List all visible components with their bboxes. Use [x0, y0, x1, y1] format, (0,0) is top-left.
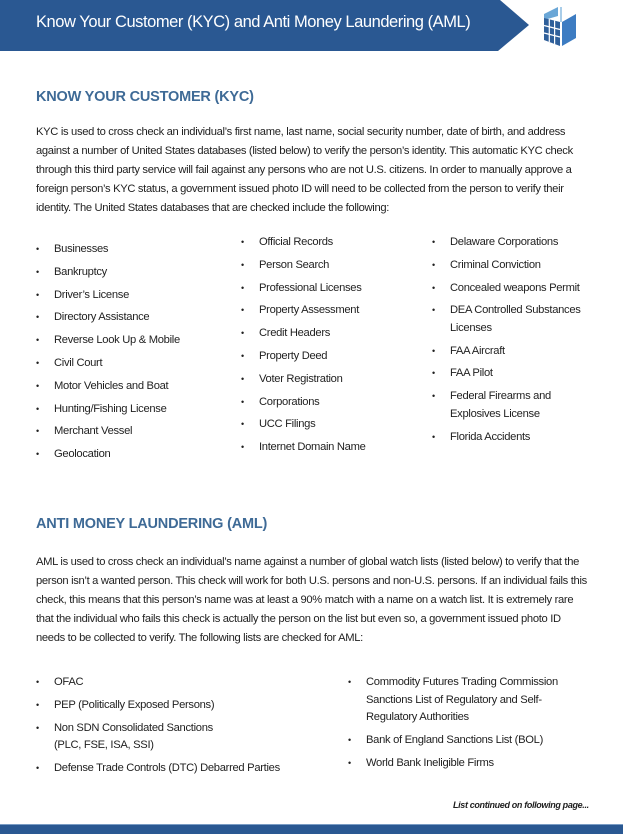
bullet-icon: • [241, 373, 244, 384]
bullet-icon: • [241, 396, 244, 407]
list-item: • Businesses [36, 241, 226, 259]
list-item: • Directory Assistance [36, 309, 226, 327]
list-item: • Bank of England Sanctions List (BOL) [348, 732, 558, 750]
list-item: • Florida Accidents [432, 429, 592, 447]
list-item: • PEP (Politically Exposed Persons) [36, 697, 326, 715]
bullet-icon: • [241, 282, 244, 293]
list-item: • Voter Registration [241, 371, 421, 389]
building-cube-logo-icon [540, 4, 580, 48]
list-item: • Federal Firearms and Explosives License [432, 390, 551, 420]
list-item: • Reverse Look Up & Mobile [36, 332, 226, 350]
bullet-icon: • [36, 380, 39, 391]
list-item: • Non SDN Consolidated Sanctions (PLC, FSE, ISA, SSI) [36, 721, 213, 752]
list-item: • Criminal Conviction [432, 257, 592, 275]
kyc-heading: KNOW YOUR CUSTOMER (KYC) [36, 89, 254, 105]
list-item: • Defense Trade Controls (DTC) Debarred Parties [36, 760, 326, 778]
bullet-icon: • [36, 449, 39, 460]
list-item: • Commodity Futures Trading Commission Sanctions List of Regulatory and Self-Regulatory Authorities [348, 676, 558, 723]
bullet-icon: • [36, 357, 39, 368]
bullet-icon: • [36, 677, 39, 687]
kyc-description: KYC is used to cross check an individual’s first name, last name, social security number, date of birth, and address against a number of United States databases (listed below) to verify the person’s identity. This automatic KYC check through this third party service will fail against any persons who are not U.S. citizens. In order to manually approve a foreign person’s KYC status, a government issued photo ID will need to be collected from the person to verify their identity. The United States databases that are checked include the following: [36, 126, 573, 214]
list-item: • World Bank Ineligible Firms [348, 755, 558, 773]
bullet-icon: • [36, 244, 39, 254]
list-item: • Internet Domain Name [241, 439, 421, 457]
bullet-icon: • [241, 237, 244, 247]
list-item: • Civil Court [36, 355, 226, 373]
list-item: • Geolocation [36, 446, 226, 464]
list-item: • Property Deed [241, 348, 421, 366]
bullet-icon: • [241, 350, 244, 361]
list-item: • Motor Vehicles and Boat [36, 378, 226, 396]
list-item: • Merchant Vessel [36, 423, 226, 441]
bullet-icon: • [432, 391, 435, 402]
list-item: • Person Search [241, 257, 421, 275]
bullet-icon: • [432, 305, 435, 316]
kyc-list-column-1 [36, 241, 226, 469]
bullet-icon: • [36, 403, 39, 414]
aml-list-column-1 [36, 674, 326, 783]
list-continued-note: List continued on following page... [453, 800, 589, 810]
list-item: • DEA Controlled Substances Licenses [432, 304, 581, 334]
aml-heading: ANTI MONEY LAUNDERING (AML) [36, 516, 268, 532]
bullet-icon: • [36, 762, 39, 773]
bullet-icon: • [36, 722, 39, 733]
bullet-icon: • [36, 426, 39, 437]
bullet-icon: • [432, 368, 435, 379]
bullet-icon: • [36, 289, 39, 300]
list-item: • Credit Headers [241, 325, 421, 343]
bullet-icon: • [348, 734, 351, 745]
bullet-icon: • [432, 237, 435, 247]
list-item: • Concealed weapons Permit [432, 280, 592, 298]
list-item: • Corporations [241, 394, 421, 412]
aml-list-column-2 [348, 674, 558, 777]
bullet-icon: • [241, 442, 244, 453]
bullet-icon: • [241, 259, 244, 270]
list-item: • Driver’s License [36, 287, 226, 305]
bullet-icon: • [241, 419, 244, 430]
bullet-icon: • [241, 305, 244, 316]
bullet-icon: • [432, 431, 435, 442]
list-item: • OFAC [36, 674, 326, 692]
list-item: • Professional Licenses [241, 280, 421, 298]
list-item: • FAA Pilot [432, 365, 592, 383]
kyc-list-column-3 [432, 234, 592, 451]
bullet-icon: • [348, 677, 351, 687]
list-item: • FAA Aircraft [432, 343, 592, 361]
list-item: • Hunting/Fishing License [36, 401, 226, 419]
bullet-icon: • [36, 266, 39, 277]
page-title: Know Your Customer (KYC) and Anti Money Laundering (AML) [36, 13, 471, 31]
list-item: • UCC Filings [241, 416, 421, 434]
list-item: • Official Records [241, 234, 421, 252]
bullet-icon: • [432, 259, 435, 270]
bullet-icon: • [432, 282, 435, 293]
bullet-icon: • [348, 757, 351, 768]
bullet-icon: • [36, 335, 39, 346]
kyc-list-column-2 [241, 234, 421, 462]
list-item: • Bankruptcy [36, 264, 226, 282]
aml-description: AML is used to cross check an individual’s name against a number of global watch lists (listed below) to verify that the person isn’t a wanted person. This check will work for both U.S. persons and non-U.S. persons. If an individual fails this check, this means that this person’s name was at least a 90% match with a name on a watch list. It is extremely rare that the individual who fails this check is actually the person on the list but even so, a government issued photo ID needs to be collected to verify. The following lists are checked for AML: [36, 556, 587, 644]
list-item: • Property Assessment [241, 302, 421, 320]
bullet-icon: • [36, 312, 39, 323]
bullet-icon: • [241, 328, 244, 339]
bullet-icon: • [432, 345, 435, 356]
list-item: • Delaware Corporations [432, 234, 592, 252]
bullet-icon: • [36, 699, 39, 710]
